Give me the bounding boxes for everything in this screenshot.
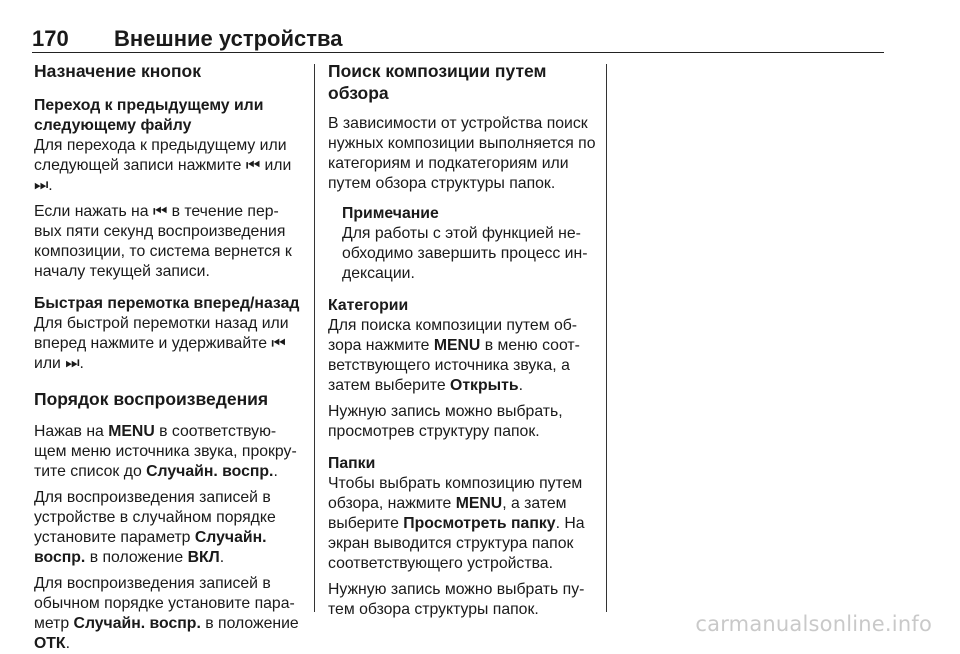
skip-back-icon: ⏮ [152,203,168,220]
section-title: Поиск композиции путем обзора [328,61,547,103]
section-title: Порядок воспроизведения [34,389,269,409]
subsection-title: Переход к предыдущему или следующему файлу [34,97,264,134]
subsection-title: Папки [328,455,376,472]
skip-forward-icon: ⏭ [65,355,80,372]
paragraph: Для поиска композиции путем об-зора нажмите MENU в меню соот-ветствующего источника звука, а затем выберите Открыть. [328,317,580,394]
subsection-title: Категории [328,297,409,314]
paragraph: Чтобы выбрать композицию путем обзора, нажмите MENU, а затем выберите Просмотреть папку. На экран выводится структура папок соответствующего устройства. [328,475,585,572]
paragraph: В зависимости от устройства поиск нужных композиции выполняется по категориям и подкатегориям или путем обзора структуры папок. [328,115,596,192]
note-title: Примечание [342,205,439,222]
paragraph: Нажав на MENU в соответствую-щем меню источника звука, прокру-тите список до Случайн. воспр.. [34,423,297,480]
paragraph: Для воспроизведения записей в обычном порядке установите пара-метр Случайн. воспр. в положение ОТК. [34,575,299,652]
note-text: Для работы с этой функцией не-обходимо завершить процесс ин-дексации. [342,225,588,282]
paragraph: Нужную запись можно выбрать, просмотрев структуру папок. [328,403,563,440]
paragraph: Если нажать на ⏮ в течение пер-вых пяти секунд воспроизведения композиции, то система вернется к началу текущей записи. [34,203,292,280]
skip-back-icon: ⏮ [245,157,261,174]
page-header [32,26,884,53]
page-title: Внешние устройства [114,26,343,51]
watermark: carmanualsonline.info [695,612,932,636]
paragraph: Для перехода к предыдущему или следующей записи нажмите ⏮ или ⏭. [34,137,292,194]
skip-back-icon: ⏮ [271,335,286,352]
paragraph: Нужную запись можно выбрать пу-тем обзора структуры папок. [328,581,585,618]
column-divider [314,64,315,612]
paragraph: Для воспроизведения записей в устройстве в случайном порядке установите параметр Случайн. воспр. в положение ВКЛ. [34,489,276,566]
left-column [34,60,302,654]
subsection-title: Быстрая перемотка вперед/назад [34,295,300,312]
paragraph: Для быстрой перемотки назад или вперед нажмите и удерживайте ⏮ или ⏭. [34,315,289,372]
page-number: 170 [32,26,69,51]
section-title: Назначение кнопок [34,61,202,81]
right-column [328,60,596,620]
note-box [328,204,596,284]
column-divider [606,64,607,612]
skip-forward-icon: ⏭ [34,177,49,194]
